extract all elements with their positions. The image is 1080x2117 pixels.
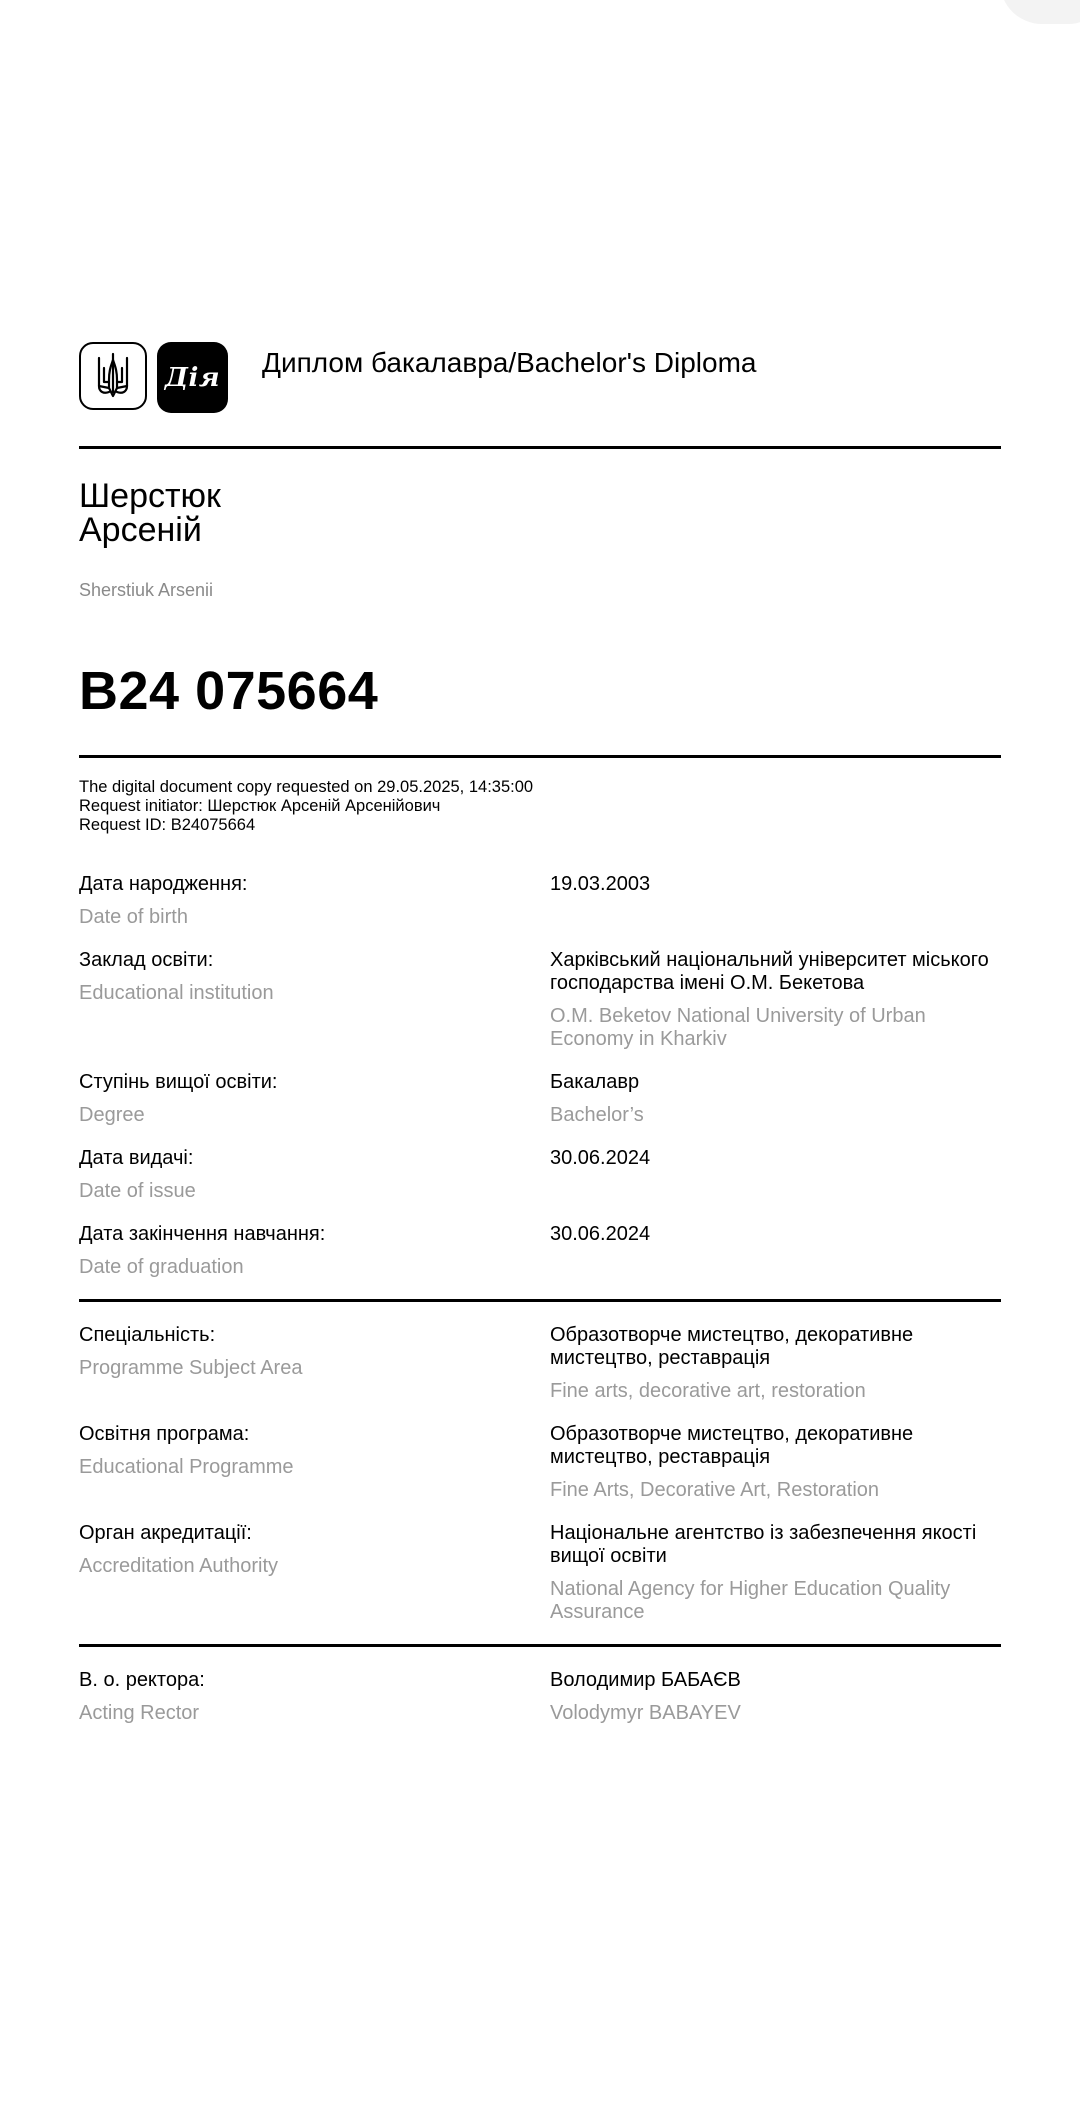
detail-label-column	[79, 1223, 550, 1279]
diploma-document	[79, 342, 1001, 1745]
detail-value: Образотворче мистецтво, декоративне мистецтво, реставрація	[550, 1423, 914, 1468]
detail-label-column	[79, 1423, 550, 1502]
detail-label: Дата народження:	[79, 873, 248, 895]
document-header	[79, 342, 1001, 414]
holder-name-uk	[79, 479, 1001, 547]
detail-value-column	[550, 949, 1001, 1051]
divider	[79, 446, 1001, 449]
holder-surname: Шерстюк	[79, 477, 221, 515]
detail-row	[79, 873, 1001, 929]
detail-value-column	[550, 1223, 1001, 1279]
holder-name-en: Sherstiuk Arsenii	[79, 580, 214, 600]
detail-label-column	[79, 1071, 550, 1127]
divider	[79, 755, 1001, 758]
detail-value: 30.06.2024	[550, 1223, 651, 1245]
detail-value-en: O.M. Beketov National University of Urban Economy in Kharkiv	[550, 1005, 926, 1050]
detail-label: Ступінь вищої освіти:	[79, 1071, 278, 1093]
detail-value: Бакалавр	[550, 1071, 640, 1093]
detail-label-en: Educational institution	[79, 982, 274, 1004]
detail-label-column	[79, 949, 550, 1051]
request-date: The digital document copy requested on 29.05.2025, 14:35:00	[79, 778, 534, 796]
detail-row	[79, 1071, 1001, 1127]
request-id: Request ID: В24075664	[79, 816, 256, 834]
detail-value-en: Volodymyr BABAYEV	[550, 1702, 741, 1724]
detail-value-column	[550, 1522, 1001, 1624]
detail-value-en: National Agency for Higher Education Quality Assurance	[550, 1578, 951, 1623]
detail-row	[79, 1223, 1001, 1279]
detail-value-column	[550, 1423, 1001, 1502]
detail-label: Орган акредитації:	[79, 1522, 252, 1544]
divider	[79, 1299, 1001, 1302]
divider	[79, 1644, 1001, 1647]
detail-row	[79, 1522, 1001, 1624]
request-info	[79, 778, 1001, 835]
details-section-general	[79, 873, 1001, 1279]
detail-label-en: Educational Programme	[79, 1456, 294, 1478]
details-section-signatory	[79, 1669, 1001, 1725]
detail-label: Спеціальність:	[79, 1324, 216, 1346]
detail-label-en: Acting Rector	[79, 1702, 200, 1724]
detail-value-en: Bachelor’s	[550, 1104, 644, 1126]
detail-value: 30.06.2024	[550, 1147, 651, 1169]
document-title: Диплом бакалавра/Bachelor's Diploma	[262, 347, 757, 378]
detail-label-column	[79, 873, 550, 929]
detail-value: Національне агентство із забезпечення якості вищої освіти	[550, 1522, 977, 1567]
detail-value-en: Fine arts, decorative art, restoration	[550, 1380, 866, 1402]
diploma-number: В24 075664	[79, 661, 379, 721]
detail-value: 19.03.2003	[550, 873, 651, 895]
corner-decoration	[1000, 0, 1080, 24]
detail-row	[79, 1423, 1001, 1502]
detail-value-en: Fine Arts, Decorative Art, Restoration	[550, 1479, 880, 1501]
detail-label-en: Degree	[79, 1104, 145, 1126]
request-initiator: Request initiator: Шерстюк Арсеній Арсенійович	[79, 797, 441, 815]
detail-label: Дата видачі:	[79, 1147, 194, 1169]
detail-value: Образотворче мистецтво, декоративне мистецтво, реставрація	[550, 1324, 914, 1369]
detail-row	[79, 1669, 1001, 1725]
detail-value: Володимир БАБАЄВ	[550, 1669, 741, 1691]
detail-label-column	[79, 1147, 550, 1203]
detail-row	[79, 1147, 1001, 1203]
diia-logo	[157, 342, 228, 413]
detail-label-en: Date of graduation	[79, 1256, 244, 1278]
detail-value-column	[550, 1669, 1001, 1725]
detail-label-en: Programme Subject Area	[79, 1357, 303, 1379]
trident-coat-of-arms-icon	[79, 342, 147, 410]
diploma-details	[79, 873, 1001, 1725]
detail-label-column	[79, 1324, 550, 1403]
detail-label: В. о. ректора:	[79, 1669, 205, 1691]
detail-value-column	[550, 873, 1001, 929]
detail-label: Освітня програма:	[79, 1423, 250, 1445]
detail-value-column	[550, 1147, 1001, 1203]
detail-row	[79, 949, 1001, 1051]
detail-row	[79, 1324, 1001, 1403]
diia-logo-text: Дія	[164, 362, 221, 393]
detail-label-en: Date of birth	[79, 906, 188, 928]
detail-value-column	[550, 1071, 1001, 1127]
detail-value: Харківський національний університет міського господарства імені О.М. Бекетова	[550, 949, 989, 994]
detail-value-column	[550, 1324, 1001, 1403]
holder-given-name: Арсеній	[79, 511, 202, 549]
detail-label-en: Accreditation Authority	[79, 1555, 278, 1577]
detail-label-en: Date of issue	[79, 1180, 196, 1202]
detail-label-column	[79, 1669, 550, 1725]
detail-label-column	[79, 1522, 550, 1624]
details-section-programme	[79, 1324, 1001, 1624]
detail-label: Дата закінчення навчання:	[79, 1223, 326, 1245]
detail-label: Заклад освіти:	[79, 949, 214, 971]
